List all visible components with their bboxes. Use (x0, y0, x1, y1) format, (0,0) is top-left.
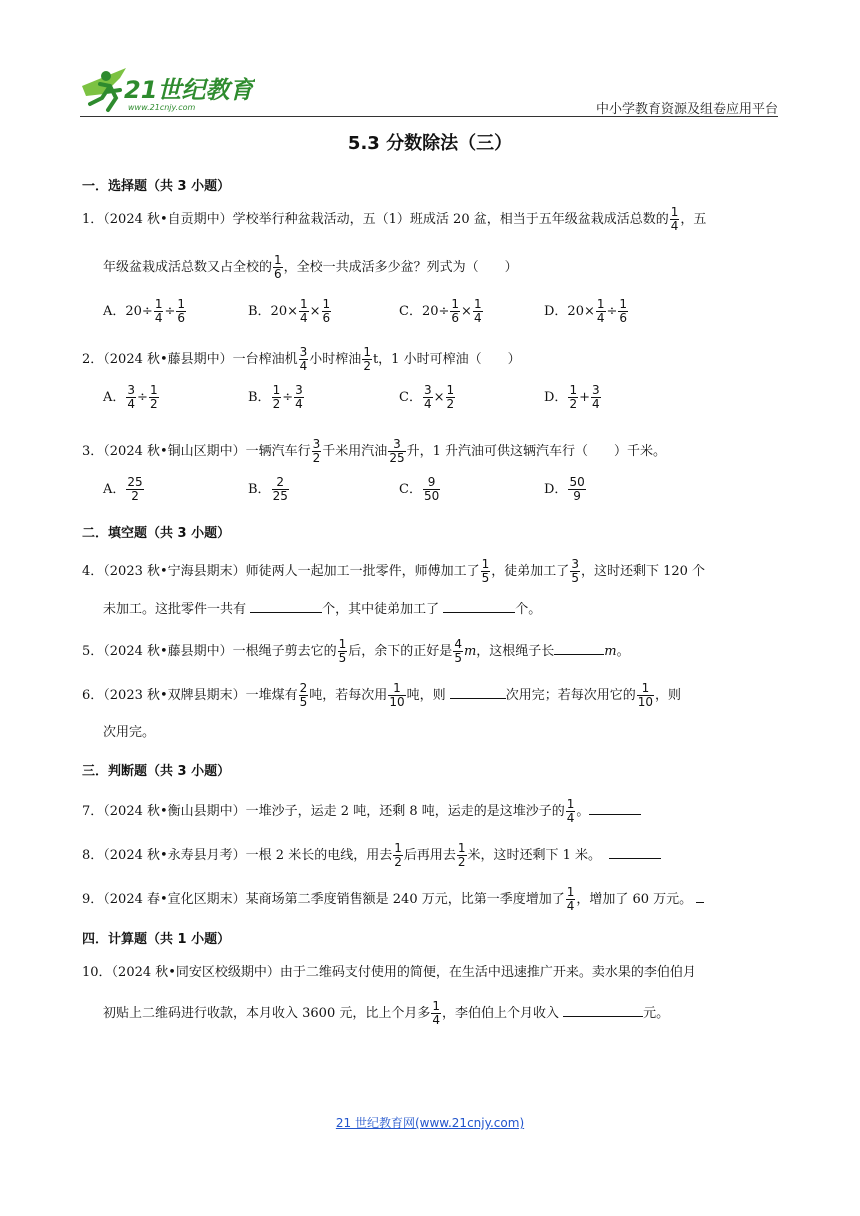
question-4-line-2: 未加工。这批零件一共有 个，其中徒弟加工了 个。 (103, 598, 541, 621)
logo-text: 21世纪教育 (124, 76, 254, 104)
question-10-line-1: 10．（2024 秋•同安区校级期中）由于二维码支付使用的简便，在生活中迅速推广开来。卖水果的李伯伯月 (82, 965, 696, 980)
page-title: 5.3 分数除法（三） (347, 133, 513, 154)
answer-blank[interactable] (250, 598, 322, 613)
answer-blank[interactable] (554, 640, 604, 655)
question-9: 9．（2024 春•宣化区期末）某商场第二季度销售额是 240 万元，比第一季度增加了 $\frac{1}{4}$ ，增加了 60 万元。 (82, 886, 704, 913)
logo-url: www.21cnjy.com (128, 103, 196, 112)
option-c[interactable]: C． $\frac{9}{50}$ (399, 475, 440, 503)
question-6-line-2: 次用完。 (103, 725, 156, 740)
option-d[interactable]: D．20× $\frac{1}{4}$ ÷ $\frac{1}{6}$ (544, 297, 628, 325)
option-b[interactable]: B．20× $\frac{1}{4}$ × $\frac{1}{6}$ (248, 297, 331, 325)
option-a[interactable]: A．20÷ $\frac{1}{4}$ ÷ $\frac{1}{6}$ (103, 297, 186, 325)
option-a[interactable]: A． $\frac{25}{2}$ (103, 475, 143, 503)
question-5: 5．（2024 秋•藤县期中）一根绳子剪去它的 $\frac{1}{5}$ 后，余下的正好是 $\frac{4}{5}$ m，这根绳子长 m。 (82, 637, 630, 665)
section-heading: 一．选择题（共 3 小题） (82, 179, 231, 194)
option-c[interactable]: C．20÷ $\frac{1}{6}$ × $\frac{1}{4}$ (399, 297, 482, 325)
option-b[interactable]: B． $\frac{2}{25}$ (248, 475, 288, 503)
option-d[interactable]: D． $\frac{50}{9}$ (544, 475, 585, 503)
fraction: $\frac{1}{6}$ (274, 253, 282, 281)
answer-blank[interactable] (609, 844, 661, 859)
question-1-line-2: 年级盆栽成活总数又占全校的 $\frac{1}{6}$ ，全校一共成活多少盆？列式为（ ） (103, 253, 518, 281)
question-8: 8．（2024 秋•永寿县月考）一根 2 米长的电线，用去 $\frac{1}{2}$ 后再用去 $\frac{1}{2}$ 米，这时还剩下 1 米。 (82, 842, 661, 869)
question-7: 7．（2024 秋•衡山县期中）一堆沙子，运走 2 吨，还剩 8 吨，运走的是这堆沙子的 $\frac{1}{4}$ 。 (82, 798, 641, 825)
site-logo (80, 64, 255, 116)
header-rule (80, 116, 778, 117)
option-d[interactable]: D． $\frac{1}{2}$ + $\frac{3}{4}$ (544, 383, 600, 411)
question-1-line-1: 1．（2024 秋•自贡期中）学校举行种盆栽活动，五（1）班成活 20 盆，相当于五年级盆栽成活总数的 $\frac{1}{4}$ ，五 (82, 205, 707, 233)
platform-label: 中小学教育资源及组卷应用平台 (595, 102, 778, 117)
section-heading: 四．计算题（共 1 小题） (82, 932, 231, 947)
fraction: $\frac{1}{4}$ (670, 205, 679, 233)
answer-blank[interactable] (443, 598, 515, 613)
question-4-line-1: 4．（2023 秋•宁海县期末）师徒两人一起加工一批零件，师傅加工了 $\frac{1}{5}$ ，徒弟加工了 $\frac{3}{5}$ ，这时还剩下 120 个 (82, 557, 706, 585)
section-heading: 二．填空题（共 3 小题） (82, 526, 231, 541)
answer-blank[interactable] (589, 800, 641, 815)
question-3: 3．（2024 秋•铜山区期中）一辆汽车行 $\frac{3}{2}$ 千米用汽油 $\frac{3}{25}$ 升，1 升汽油可供这辆汽车行（ ）千米。 (82, 437, 666, 465)
answer-blank[interactable] (563, 1002, 643, 1017)
question-6-line-1: 6．（2023 秋•双牌县期末）一堆煤有 $\frac{2}{5}$ 吨，若每次用 $\frac{1}{10}$ 吨，则 次用完；若每次用它的 $\frac{1}{10}$ ，则 (82, 681, 682, 709)
section-heading: 三．判断题（共 3 小题） (82, 764, 231, 779)
question-2: 2．（2024 秋•藤县期中）一台榨油机 $\frac{3}{4}$ 小时榨油 $\frac{1}{2}$ t，1 小时可榨油（ ） (82, 345, 521, 373)
answer-blank[interactable] (450, 684, 506, 699)
answer-blank[interactable] (696, 888, 704, 903)
question-10-line-2: 初贴上二维码进行收款，本月收入 3600 元，比上个月多 $\frac{1}{4}$ ，李伯伯上个月收入 元。 (103, 999, 670, 1027)
option-c[interactable]: C． $\frac{3}{4}$ × $\frac{1}{2}$ (399, 383, 455, 411)
option-b[interactable]: B． $\frac{1}{2}$ ÷ $\frac{3}{4}$ (248, 383, 303, 411)
option-a[interactable]: A． $\frac{3}{4}$ ÷ $\frac{1}{2}$ (103, 383, 158, 411)
footer-link[interactable]: 21 世纪教育网(www.21cnjy.com) (335, 1116, 525, 1130)
